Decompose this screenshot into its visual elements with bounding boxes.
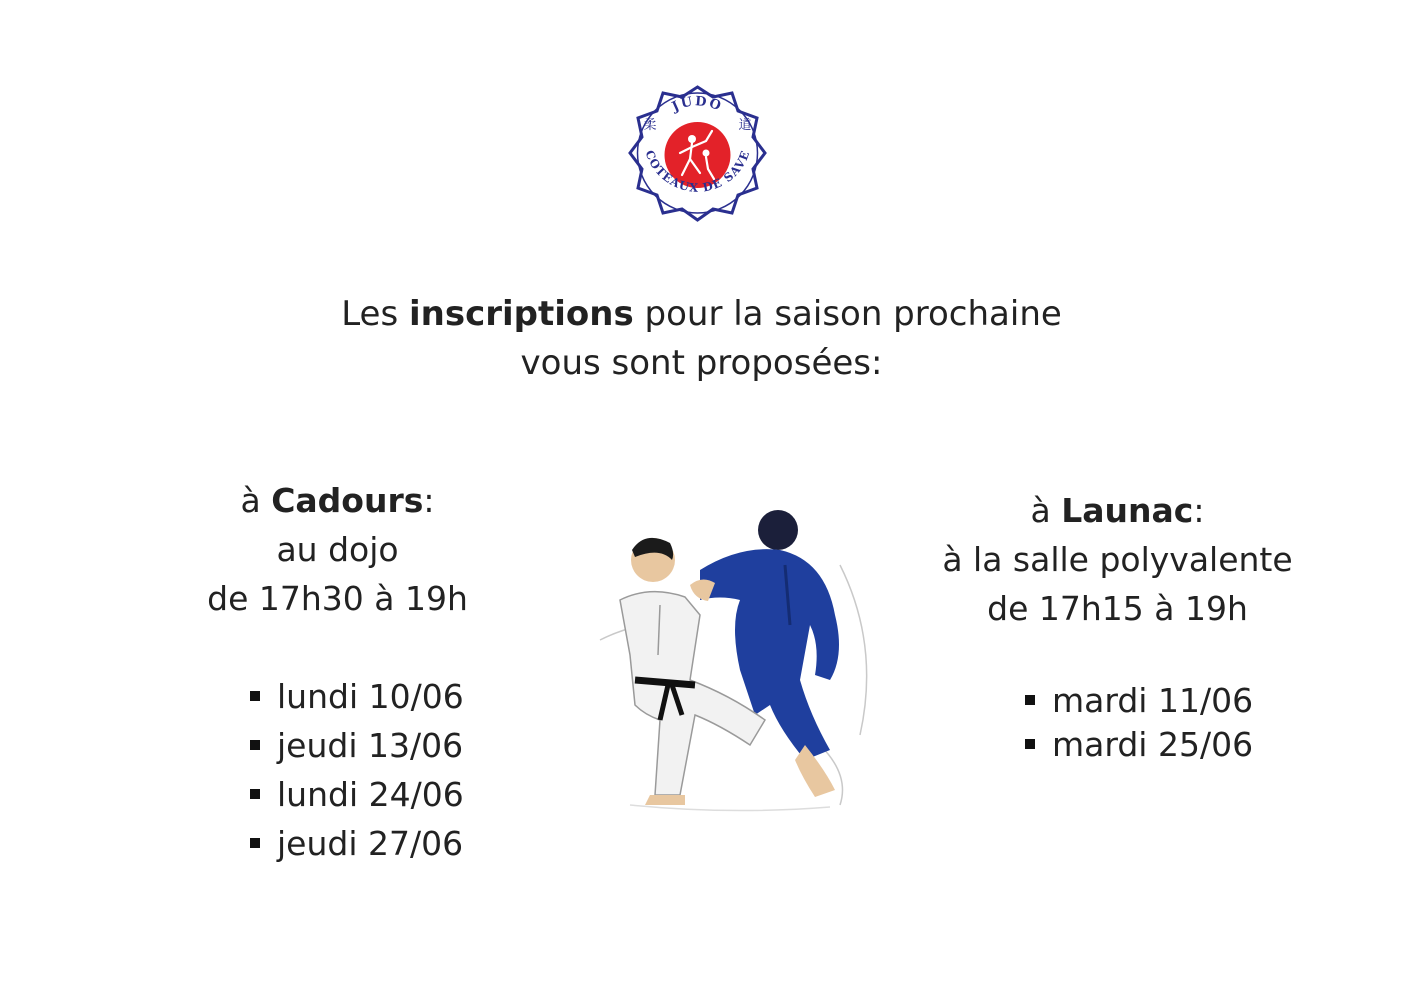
launac-suffix: : <box>1193 491 1205 530</box>
intro-text <box>0 290 1403 388</box>
launac-dates-list <box>1022 679 1253 767</box>
launac-section <box>940 486 1295 764</box>
launac-place: à la salle polyvalente <box>942 540 1293 579</box>
launac-name: Launac <box>1061 491 1194 530</box>
intro-line-1 <box>0 290 1403 339</box>
square-bullet-icon <box>250 691 260 701</box>
date-label: lundi 24/06 <box>277 775 464 814</box>
square-bullet-icon <box>1025 739 1035 749</box>
cadours-heading <box>180 476 495 525</box>
date-label: jeudi 13/06 <box>277 726 464 765</box>
date-label: lundi 10/06 <box>277 677 464 716</box>
cadours-name: Cadours <box>271 481 424 520</box>
launac-heading <box>940 486 1295 535</box>
square-bullet-icon <box>250 838 260 848</box>
club-logo <box>620 83 775 223</box>
cadours-hours: de 17h30 à 19h <box>207 579 468 618</box>
list-item <box>247 672 464 721</box>
date-label: mardi 25/06 <box>1052 725 1254 764</box>
date-label: mardi 11/06 <box>1052 681 1254 720</box>
list-item <box>1022 723 1253 767</box>
logo-arc-top-text: JUDO <box>669 94 725 115</box>
intro-pre: Les <box>341 294 409 334</box>
square-bullet-icon <box>1025 695 1035 705</box>
intro-line-2: vous sont proposées: <box>520 343 883 383</box>
cadours-suffix: : <box>423 481 435 520</box>
launac-hours: de 17h15 à 19h <box>987 589 1248 628</box>
list-item <box>247 770 464 819</box>
logo-glyph-right: 道 <box>738 118 752 133</box>
logo-arc-bottom-text: COTEAUX DE SAVE <box>642 148 753 195</box>
date-label: jeudi 27/06 <box>277 824 464 863</box>
cadours-section <box>180 476 495 863</box>
judo-fighters-illustration <box>590 505 880 820</box>
logo-glyph-left: 柔 <box>643 118 657 133</box>
launac-prefix: à <box>1030 491 1062 530</box>
list-item <box>247 819 464 868</box>
square-bullet-icon <box>250 789 260 799</box>
list-item <box>247 721 464 770</box>
cadours-prefix: à <box>240 481 272 520</box>
intro-post: pour la saison prochaine <box>633 294 1062 334</box>
square-bullet-icon <box>250 740 260 750</box>
blue-judoka <box>690 510 839 797</box>
cadours-place: au dojo <box>276 530 399 569</box>
intro-emphasis: inscriptions <box>408 294 634 334</box>
list-item <box>1022 679 1253 723</box>
cadours-dates-list <box>247 672 464 868</box>
